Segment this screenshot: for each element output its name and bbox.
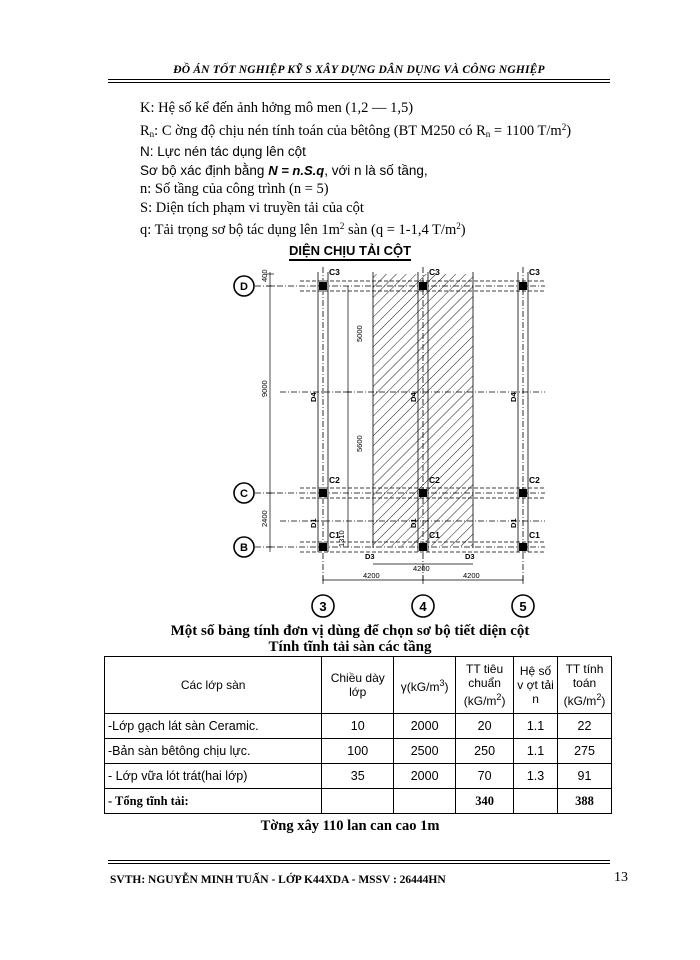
dead-load-table [104, 656, 612, 814]
line-s-area: S: Diện tích phạm vi truyền tải của cột [140, 199, 364, 216]
header-rule [108, 79, 610, 80]
svg-text:C: C [240, 488, 248, 500]
line-q: q: Tải trọng sơ bộ tác dụng lên $1m^2$ sàn (q = 1-1,4 $T/m^2$) [140, 221, 466, 238]
line-rn: $R_n$: C ờng độ chịu nén tính toán của bêtông (BT M250 có $R_n = 1100$ $T/m^2$) [140, 121, 572, 139]
table-row: -Bản sàn bêtông chịu lực. 100 2500 250 1.1 275 [105, 739, 612, 764]
label-d3: D3 [465, 552, 475, 561]
body-text [140, 99, 660, 240]
label-d1: D1 [309, 518, 318, 528]
label-c3: C3 [329, 267, 340, 277]
column-C2-3 [319, 489, 327, 497]
label-c3: C3 [529, 267, 540, 277]
label-c2: C2 [429, 475, 440, 485]
col-header-coef: Hệ số v ợt tải n [514, 657, 558, 714]
col-header-gamma: $\gamma(kG/m^3)$ [394, 657, 456, 714]
label-c2: C2 [329, 475, 340, 485]
column-C3-4 [419, 282, 427, 290]
dim-1310: 1310 [337, 530, 346, 547]
svg-text:5: 5 [519, 599, 527, 614]
dim-9000: 9000 [260, 380, 269, 397]
footer-rule [108, 860, 610, 861]
dim-bottom: 4200 [363, 571, 380, 580]
svg-text:3: 3 [319, 599, 327, 614]
formula: N = n.S.q [268, 162, 325, 178]
dim-bottom: 4200 [463, 571, 480, 580]
column-C3-5 [519, 282, 527, 290]
header-rule-2 [108, 82, 610, 83]
column-C2-4 [419, 489, 427, 497]
svg-text:D: D [240, 281, 248, 293]
column-C3-3 [319, 282, 327, 290]
page-number: 13 [614, 870, 628, 885]
col-header-ttstd: TT tiêu chuẩn $(kG/m^2)$ [456, 657, 514, 714]
label-c1: C1 [329, 530, 340, 540]
label-d4: D4 [509, 392, 518, 402]
column-C1-4 [419, 543, 427, 551]
drawing-title: DIỆN CHỊU TẢI CỘT [0, 243, 700, 258]
dim-bottom: 4200 [413, 564, 430, 573]
page-header: ĐỒ ÁN TỐT NGHIỆP KỸ S XÂY DỰNG DÂN DỤNG VÀ CÔNG NGHIỆP [173, 64, 545, 76]
col-header-thick: Chiều dày lớp [322, 657, 394, 714]
label-d1: D1 [509, 518, 518, 528]
label-d1: D1 [409, 518, 418, 528]
dim-400: 400 [260, 269, 269, 282]
col-header-layer: Các lớp sàn [105, 657, 322, 714]
column-C1-3 [319, 543, 327, 551]
dim-5000: 5000 [355, 325, 364, 342]
table-title: Tính tĩnh tải sàn các tầng [268, 639, 432, 655]
line-formula: Sơ bộ xác định bằng N = n.S.q, với n là số tầng, [140, 162, 428, 178]
dim-5600: 5600 [355, 435, 364, 452]
section-title: Một số bảng tính đơn vị dùng để chọn sơ bộ tiết diện cột [170, 623, 530, 639]
footer-student: SVTH: NGUYỄN MINH TUẤN - LỚP K44XDA - MSSV : 26444HN [110, 874, 446, 886]
table-row: -Lớp gạch lát sàn Ceramic. 10 2000 20 1.1 22 [105, 714, 612, 739]
line-n-force: N: Lực nén tác dụng lên cột [140, 144, 306, 159]
parapet-note: Tờng xây 110 lan can cao 1m [260, 818, 440, 834]
label-c1: C1 [529, 530, 540, 540]
table-row: - Lớp vữa lót trát(hai lớp) 35 2000 70 1.3 91 [105, 764, 612, 789]
svg-text:4: 4 [419, 599, 427, 614]
label-c2: C2 [529, 475, 540, 485]
label-d4: D4 [309, 392, 318, 402]
line-n-floor: n: Số tầng của công trình (n = 5) [140, 181, 329, 197]
label-d3: D3 [365, 552, 375, 561]
svg-text:B: B [240, 542, 248, 554]
line-k: K: Hệ số kể đến ảnh hởng mô men (1,2 — 1,5) [140, 100, 414, 116]
column-C2-5 [519, 489, 527, 497]
dim-2400: 2400 [260, 510, 269, 527]
col-header-ttcalc: TT tính toán $(kG/m^2)$ [557, 657, 611, 714]
label-c1: C1 [429, 530, 440, 540]
column-C1-5 [519, 543, 527, 551]
label-c3: C3 [429, 267, 440, 277]
label-d4: D4 [409, 392, 418, 402]
column-load-area-plan [220, 262, 550, 622]
table-total-row: - Tổng tĩnh tải: 340 388 [105, 789, 612, 814]
footer-rule-2 [108, 863, 610, 864]
